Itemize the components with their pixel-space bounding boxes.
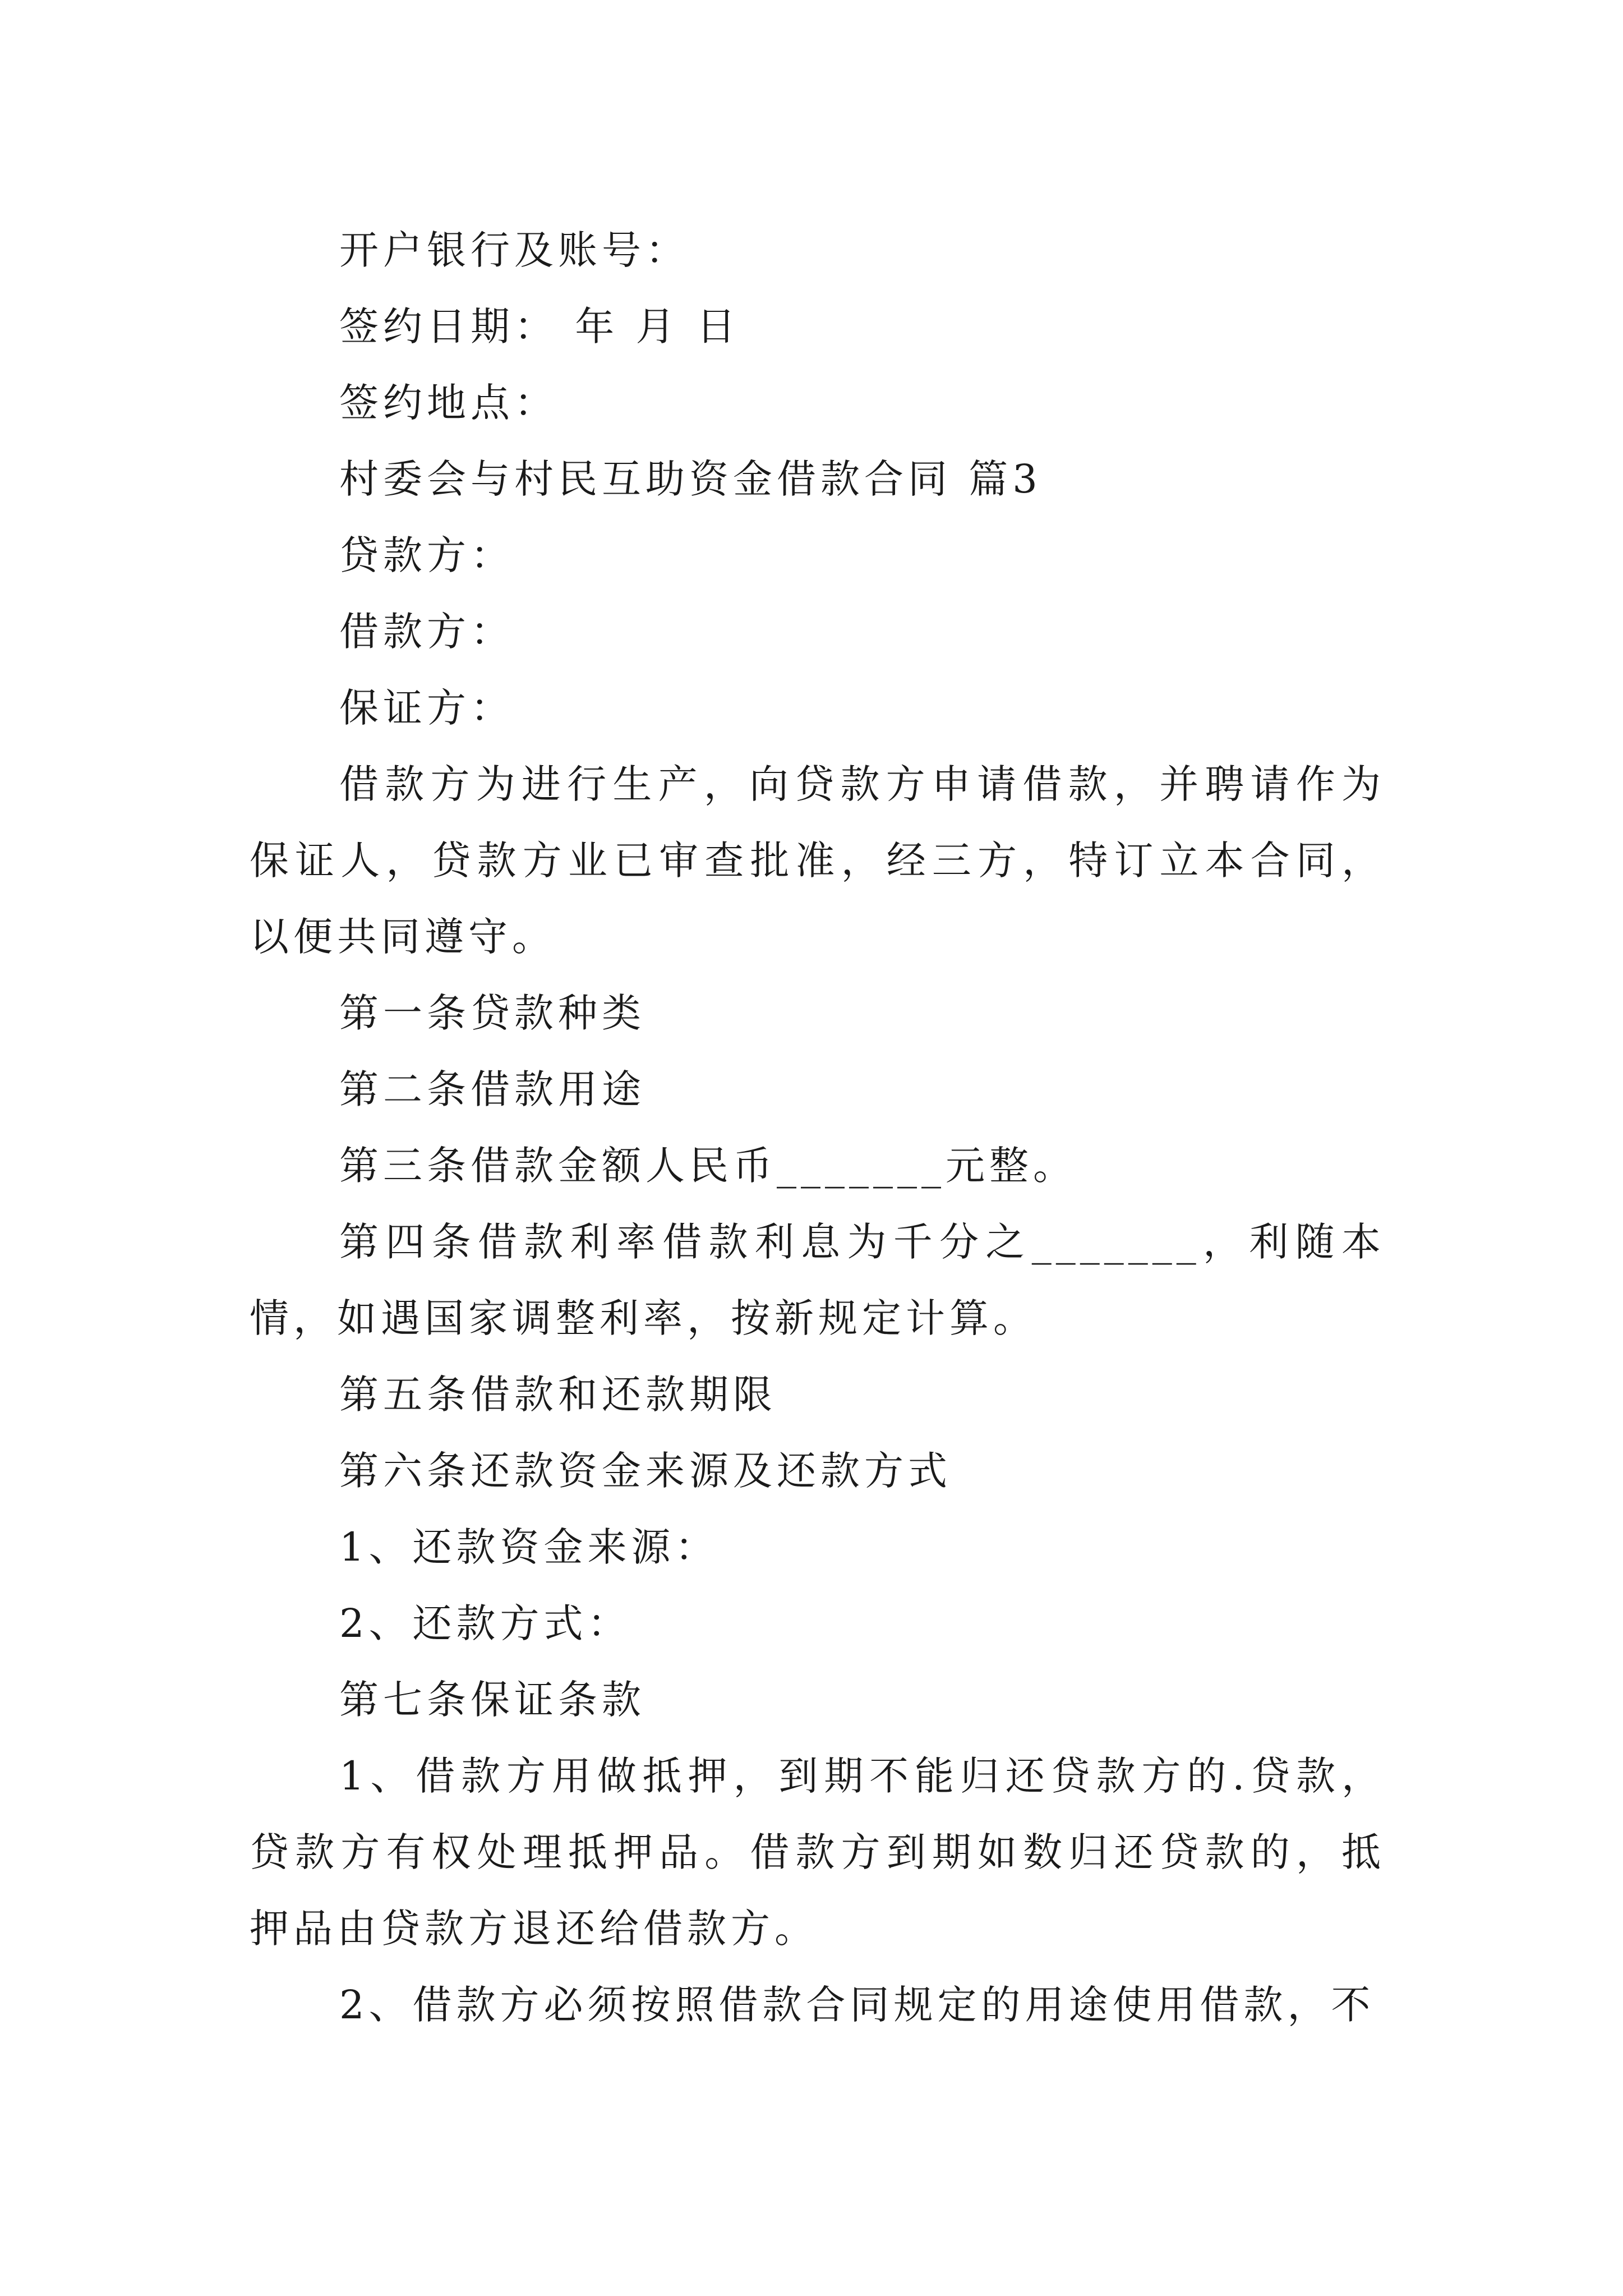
- article-1: 第一条贷款种类: [339, 990, 645, 1036]
- signing-date-line: 签约日期： 年 月 日: [339, 303, 740, 349]
- document-body: [250, 212, 1385, 2043]
- article-6-item-1: 1、还款资金来源：: [339, 1524, 719, 1570]
- article-7-item-1: 1、借款方用做抵押，到期不能归还贷款方的.贷款，贷款方有权处理抵押品。借款方到期如数归还贷款的，抵押品由贷款方退还给借款方。: [250, 1753, 1385, 1952]
- article-6-item-2: 2、还款方式：: [339, 1600, 631, 1646]
- lender-line: 贷款方：: [339, 532, 514, 578]
- bank-account-line: 开户银行及账号：: [339, 227, 689, 273]
- signing-place-line: 签约地点：: [339, 380, 558, 426]
- article-7-item-2: 2、借款方必须按照借款合同规定的用途使用借款，不: [339, 1982, 1375, 2028]
- article-5: 第五条借款和还款期限: [339, 1372, 777, 1418]
- section-title: 村委会与村民互助资金借款合同 篇3: [339, 456, 1042, 502]
- borrower-line: 借款方：: [339, 609, 514, 655]
- article-6: 第六条还款资金来源及还款方式: [339, 1448, 952, 1494]
- guarantor-line: 保证方：: [339, 685, 514, 731]
- article-4: 第四条借款利率借款利息为千分之_______，利随本情，如遇国家调整利率，按新规定计算。: [250, 1219, 1385, 1341]
- article-2: 第二条借款用途: [339, 1066, 645, 1112]
- article-3: 第三条借款金额人民币_______元整。: [339, 1143, 1077, 1189]
- article-7: 第七条保证条款: [339, 1677, 645, 1723]
- preamble-paragraph: 借款方为进行生产，向贷款方申请借款，并聘请作为保证人，贷款方业已审查批准，经三方，特订立本合同，以便共同遵守。: [250, 761, 1385, 960]
